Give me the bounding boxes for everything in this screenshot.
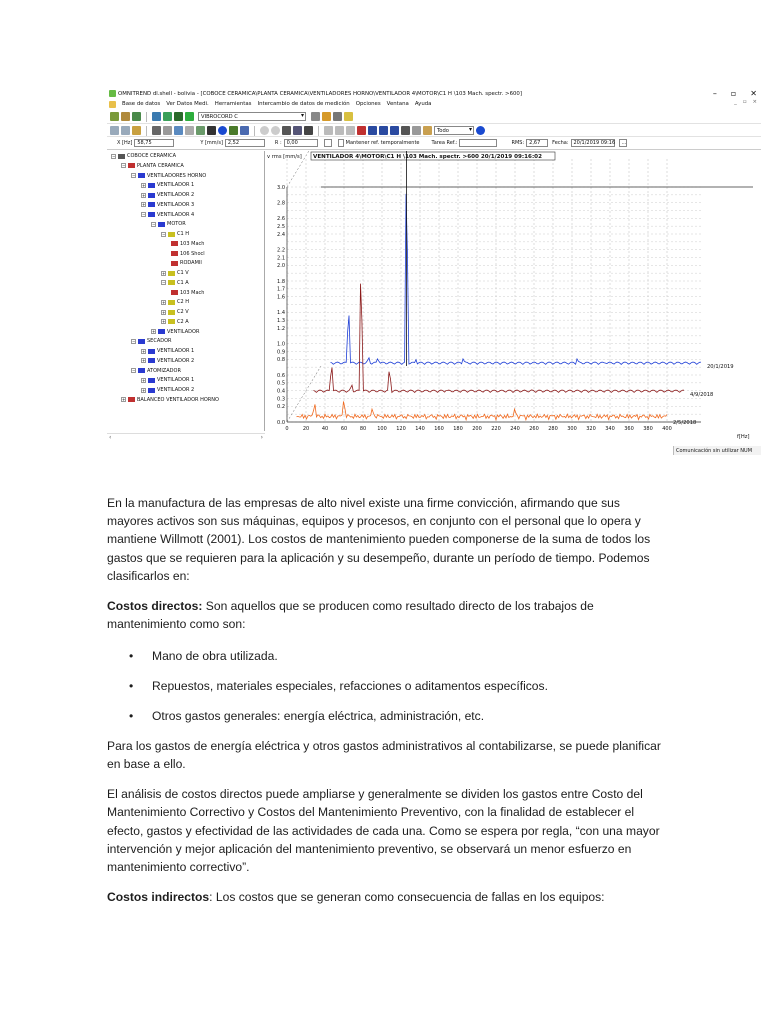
database-icon[interactable] — [121, 112, 130, 121]
node-icon — [138, 173, 145, 178]
series-label: 20/1/2019 — [707, 364, 734, 370]
tree-node-label: C1 V — [177, 270, 189, 276]
collapse-icon[interactable]: − — [112, 153, 116, 159]
tree-node[interactable] — [141, 192, 194, 198]
x-tick-label: 340 — [605, 426, 615, 432]
refresh-icon[interactable] — [132, 112, 141, 121]
tree-node-label: ATOMIZADOR — [147, 367, 181, 374]
x-tick-label: 220 — [491, 426, 501, 432]
y-tick-label: 2.5 — [277, 223, 285, 230]
menu-ver-datos[interactable]: Ver Datos Medi. — [166, 101, 209, 107]
collapse-icon[interactable]: − — [122, 163, 126, 169]
rms-value: 2,67 — [526, 139, 548, 147]
x-tick-label: 80 — [359, 426, 367, 432]
x-tick-label: 180 — [453, 426, 463, 432]
calculator-icon[interactable] — [311, 112, 320, 121]
expand-icon[interactable]: + — [142, 377, 146, 383]
spectrum-4-icon[interactable] — [390, 126, 399, 135]
series-label: 4/9/2018 — [690, 392, 714, 398]
mantener-label: Mantener ref. temporalmente — [345, 140, 420, 146]
device-green-icon[interactable] — [185, 112, 194, 121]
tree-node-label: SECADOR — [147, 338, 172, 345]
paragraph-3: Para los gastos de energía eléctrica y otros gastos administrativos al contabilizarse, se puede planificar en base a ello. — [107, 738, 661, 772]
collapse-icon[interactable]: − — [162, 280, 166, 286]
menu-ventana[interactable]: Ventana — [386, 101, 409, 107]
tree-icon[interactable] — [110, 112, 119, 121]
arrows-icon[interactable] — [132, 126, 141, 135]
grid-2-icon[interactable] — [163, 126, 172, 135]
cursor-info-bar — [107, 137, 761, 150]
tree-node[interactable] — [151, 221, 186, 227]
device-icon[interactable] — [174, 112, 183, 121]
bars-icon[interactable] — [229, 126, 238, 135]
fecha-label: Fecha: — [552, 140, 569, 146]
expand-icon[interactable]: + — [162, 319, 166, 325]
toolbar-analysis — [107, 125, 761, 137]
tree-node[interactable] — [141, 202, 194, 208]
tree-node-label: C2 H — [177, 299, 190, 306]
chart-title: VENTILADOR 4\MOTOR\C1 H \103 Mach. spectr. >600 20/1/2019 09:16:02 — [313, 154, 542, 160]
y-tick-label: 1.6 — [277, 294, 285, 301]
menu-intercambio[interactable]: Intercambio de datos de medición — [257, 101, 350, 107]
tree-node-label: VENTILADOR 2 — [157, 387, 195, 393]
paragraph-2 — [107, 597, 667, 633]
costos-indirectos-heading: Costos indirectos — [107, 890, 210, 905]
spectrum-svg[interactable] — [265, 151, 761, 443]
node-icon — [158, 222, 165, 227]
transfer-2-icon[interactable] — [163, 112, 172, 121]
window-titlebar — [107, 88, 761, 99]
dots-icon[interactable] — [207, 126, 216, 135]
paragraph-5-text: : Los costos que se generan como consecuencia de fallas en los equipos: — [209, 890, 605, 905]
tree-node-label: VENTILADOR 1 — [157, 182, 195, 189]
r-value: 0,00 — [284, 139, 318, 147]
fecha-value: 20/1/2019 09:16 — [571, 139, 615, 147]
expand-icon[interactable]: + — [142, 202, 146, 208]
y-tick-label: 2.1 — [277, 255, 285, 262]
y-tick-label: 0.0 — [277, 419, 285, 426]
paragraph-5 — [107, 888, 667, 906]
embedded-screenshot — [107, 88, 761, 456]
x-tick-label: 300 — [567, 426, 577, 432]
expand-icon[interactable]: + — [152, 329, 156, 334]
tree-node-label: 106 Shocl — [180, 250, 205, 257]
series-label: 2/5/2018 — [673, 420, 697, 426]
folder-icon — [109, 101, 116, 108]
mdi-restore-icon[interactable]: ▫ — [742, 99, 747, 105]
x-tick-label: 280 — [548, 426, 558, 432]
y-tick-label: 1.7 — [277, 286, 285, 293]
chart-2-icon[interactable] — [185, 126, 194, 135]
node-icon — [168, 232, 175, 237]
cursor-icon[interactable] — [110, 126, 119, 135]
tree-node[interactable] — [111, 153, 176, 159]
node-icon — [148, 378, 155, 383]
info-2-icon[interactable] — [476, 126, 485, 135]
waterfall-icon[interactable] — [196, 126, 205, 135]
transfer-icon[interactable] — [152, 112, 161, 121]
node-icon — [168, 310, 175, 315]
expand-icon[interactable]: + — [162, 270, 166, 276]
tree-node-label: C1 H — [177, 231, 190, 237]
tree-node[interactable] — [141, 387, 194, 393]
node-icon — [148, 358, 155, 363]
export-icon[interactable] — [412, 126, 421, 135]
tree-node[interactable] — [171, 260, 202, 266]
tree-node-label: C2 A — [177, 318, 189, 325]
y-tick-label: 0.9 — [277, 349, 285, 356]
node-icon — [148, 349, 155, 354]
x-tick-label: 160 — [434, 426, 444, 432]
expand-icon[interactable]: + — [142, 358, 146, 364]
ref-icon[interactable] — [324, 139, 332, 147]
expand-icon[interactable]: + — [142, 387, 146, 393]
machine-tree — [107, 151, 265, 431]
x-tick-label: 200 — [472, 426, 482, 432]
tree-node[interactable] — [121, 163, 184, 169]
machine-select[interactable]: VIBROCORD C ▾ — [198, 112, 306, 121]
node-icon — [168, 271, 175, 276]
collapse-icon[interactable]: − — [132, 338, 136, 344]
settings-icon[interactable] — [423, 126, 432, 135]
save-icon[interactable] — [304, 126, 313, 135]
spectrum-3-icon[interactable] — [379, 126, 388, 135]
node-icon — [168, 280, 175, 285]
y-tick-label: 0.8 — [277, 357, 285, 364]
expand-icon[interactable]: + — [122, 397, 126, 403]
mdi-minimize-icon[interactable]: _ — [734, 99, 737, 105]
tree-node-label: COBOCE CERAMICA — [127, 153, 176, 159]
node-icon — [171, 290, 178, 295]
tree-node[interactable] — [161, 309, 189, 315]
tree-node[interactable] — [161, 280, 189, 286]
x-tick-label: 0 — [285, 426, 289, 432]
expand-icon[interactable]: + — [142, 182, 146, 188]
app-icon — [109, 90, 116, 97]
node-icon — [148, 212, 155, 217]
toolbar-main — [107, 110, 761, 124]
range-select[interactable]: Todo ▾ — [434, 126, 474, 135]
collapse-icon[interactable]: − — [162, 231, 166, 237]
x-tick-label: 360 — [624, 426, 634, 432]
node-icon — [148, 193, 155, 198]
tree-node-label: VENTILADOR 2 — [157, 192, 195, 198]
node-icon — [148, 388, 155, 393]
spectrum-5-icon[interactable] — [401, 126, 410, 135]
trend-3-icon[interactable] — [346, 126, 355, 135]
x-tick-label: 140 — [415, 426, 425, 432]
bars-2-icon[interactable] — [240, 126, 249, 135]
list-item: • Otros gastos generales: energía eléctrica, administración, etc. — [107, 707, 667, 725]
tree-node-label: C1 A — [177, 279, 189, 286]
tree-node-label: VENTILADOR 1 — [157, 348, 195, 354]
x-tick-label: 380 — [643, 426, 653, 432]
y-tick-label: 0.5 — [277, 380, 285, 387]
y-tick-label: 1.3 — [277, 317, 285, 324]
info-icon[interactable] — [218, 126, 227, 135]
collapse-icon[interactable]: − — [152, 221, 156, 227]
wrench-icon[interactable] — [322, 112, 331, 121]
node-icon — [128, 163, 135, 168]
cursor-2-icon[interactable] — [121, 126, 130, 135]
costos-directos-heading: Costos directos: — [107, 599, 203, 614]
chart-icon[interactable] — [174, 126, 183, 135]
tree-node[interactable] — [141, 182, 194, 188]
tree-node-label: VENTILADOR 1 — [157, 377, 195, 384]
paragraph-2-text: Son aquellos que se producen como resultado directo de los trabajos de mantenimiento como son: — [107, 599, 594, 632]
paragraph-4: El análisis de costos directos puede ampliarse y generalmente se dividen los gastos entre Costo del Mantenimiento Correctivo y Costos del Mantenimiento Preventivo, con la finalidad de establecer el efecto, gastos y efectividad de las actividades de cada una. Como se espera por regla, “con una mayor intervención y mejor aplicación del mantenimiento preventivo, se observará un menor esfuerzo en mantenimiento correctivo”. — [107, 787, 660, 875]
y-tick-label: 3.0 — [277, 184, 285, 191]
help-icon[interactable] — [344, 112, 353, 121]
x-tick-label: 400 — [662, 426, 672, 432]
tree-node-label: VENTILADOR 2 — [157, 357, 195, 364]
tarea-label: Tarea Ref.: — [431, 140, 458, 146]
tree-node[interactable] — [131, 338, 172, 344]
table-2-icon[interactable] — [293, 126, 302, 135]
tree-node[interactable] — [131, 173, 206, 179]
tree-hscroll[interactable] — [107, 433, 265, 441]
spectrum-icon[interactable] — [357, 126, 366, 135]
tree-node-label: RODAMII — [180, 260, 202, 267]
x-value: 58,75 — [134, 139, 174, 147]
date-picker-button[interactable]: ... — [619, 139, 627, 147]
node-icon — [171, 251, 178, 256]
y-tick-label: 2.2 — [277, 247, 285, 254]
menu-opciones[interactable]: Opciones — [355, 101, 381, 107]
menu-herramientas[interactable]: Herramientas — [214, 101, 252, 107]
scroll-left-icon[interactable]: ‹ — [109, 434, 112, 441]
node-icon — [171, 241, 178, 246]
tree-node[interactable] — [141, 348, 194, 354]
y-tick-label: 0.2 — [277, 404, 285, 411]
mantener-checkbox[interactable] — [338, 139, 344, 147]
tree-node-label: 103 Mach — [180, 240, 205, 247]
tree-node-label: BALANCEO VENTILADOR HORNO — [137, 396, 219, 403]
y-tick-label: 2.6 — [277, 216, 285, 223]
expand-icon[interactable]: + — [142, 348, 146, 354]
spectrum-plot[interactable] — [265, 151, 761, 443]
node-icon — [148, 183, 155, 188]
zoom-in-icon[interactable] — [260, 126, 269, 135]
y-tick-label: 0.6 — [277, 372, 285, 379]
y-tick-label: 0.3 — [277, 396, 285, 403]
zoom-out-icon[interactable] — [271, 126, 280, 135]
tree-node-label: PLANTA CERAMICA — [137, 162, 184, 169]
collapse-icon[interactable]: − — [142, 212, 146, 217]
node-icon — [138, 339, 145, 344]
trend-icon[interactable] — [324, 126, 333, 135]
y-tick-label: 0.4 — [277, 388, 285, 395]
tree-node[interactable] — [131, 368, 181, 374]
tree-node[interactable] — [171, 241, 204, 247]
tree-node-label: VENTILADOR 4 — [157, 211, 195, 218]
x-tick-label: 40 — [321, 426, 329, 432]
tree-node[interactable] — [151, 329, 199, 335]
y-tick-label: 2.8 — [277, 200, 285, 207]
tree-node[interactable] — [171, 251, 205, 257]
rms-label: RMS: — [511, 140, 525, 146]
grid-icon[interactable] — [152, 126, 161, 135]
y-axis-label: v rms [mm/s] — [267, 154, 302, 160]
tree-node[interactable] — [141, 358, 194, 364]
y-value: 2,52 — [225, 139, 265, 147]
collapse-icon[interactable]: − — [132, 173, 136, 178]
document-body — [107, 494, 667, 918]
expand-icon[interactable]: + — [162, 299, 166, 305]
expand-icon[interactable]: + — [162, 309, 166, 315]
x-label: X [Hz] — [117, 140, 133, 146]
tree-node-label: C2 V — [177, 309, 189, 315]
node-icon — [168, 319, 175, 324]
status-bar: Comunicación sin utilizar NUM — [673, 446, 761, 455]
print-icon[interactable] — [333, 112, 342, 121]
y-tick-label: 2.4 — [277, 231, 285, 238]
paragraph-1: En la manufactura de las empresas de alto nivel existe una firme convicción, afirmando que sus mayores activos son sus máquinas, equipos y procesos, en conjunto con el personal que lo opera y mantiene Willmott (2001). Los costos de mantenimiento pueden componerse de la suma de todos los gastos que se requieren para la aplicación y su desempeño, durante un período de tiempo. Podemos clasificarlos en: — [107, 496, 651, 583]
tarea-value — [459, 139, 497, 147]
x-tick-label: 320 — [586, 426, 596, 432]
list-item: • Repuestos, materiales especiales, refacciones o aditamentos específicos. — [107, 677, 667, 695]
node-icon — [148, 202, 155, 207]
x-tick-label: 20 — [302, 426, 310, 432]
node-icon — [118, 154, 125, 159]
minimize-icon[interactable]: – — [712, 89, 717, 98]
menu-base-datos[interactable]: Base de datos — [122, 101, 161, 107]
mdi-close-icon[interactable]: × — [752, 99, 757, 105]
x-axis-label: f[Hz] — [737, 434, 750, 440]
close-icon[interactable]: ✕ — [750, 89, 757, 98]
node-icon — [171, 261, 178, 266]
tree-node-label: 103 Mach — [180, 289, 205, 296]
tree-node[interactable] — [161, 270, 189, 276]
x-tick-label: 120 — [396, 426, 406, 432]
node-icon — [168, 300, 175, 305]
y-tick-label: 1.4 — [277, 310, 285, 317]
tree-node[interactable] — [121, 397, 219, 403]
node-icon — [158, 329, 165, 334]
trend-2-icon[interactable] — [335, 126, 344, 135]
tree-node[interactable] — [141, 212, 194, 218]
collapse-icon[interactable]: − — [132, 368, 136, 373]
x-tick-label: 100 — [377, 426, 387, 432]
x-tick-label: 260 — [529, 426, 539, 432]
tree-node[interactable] — [171, 290, 204, 296]
table-icon[interactable] — [282, 126, 291, 135]
expand-icon[interactable]: + — [142, 192, 146, 198]
r-label: R : — [274, 140, 282, 146]
tree-node[interactable] — [161, 299, 189, 305]
y-tick-label: 1.8 — [277, 278, 285, 285]
list-item: • Mano de obra utilizada. — [107, 647, 667, 665]
maximize-icon[interactable]: ▫ — [730, 89, 737, 98]
x-tick-label: 60 — [340, 426, 348, 432]
window-title: OMNITREND dl.shell - bolivia - [COBOCE CERAMICA\PLANTA CERAMICA\VENTILADORES HORNO\VENTILADOR 4\MOTOR\C1 H \103 Mach. spectr. >600] — [118, 90, 522, 97]
y-label: Y [mm/s] — [200, 140, 223, 146]
node-icon — [138, 368, 145, 373]
bullet-list — [107, 647, 667, 725]
tree-node-label: VENTILADOR — [167, 328, 200, 335]
tree-node[interactable] — [161, 319, 189, 325]
tree-node-label: VENTILADOR 3 — [157, 201, 195, 208]
spectrum-2-icon[interactable] — [368, 126, 377, 135]
scroll-right-icon[interactable]: › — [260, 434, 263, 441]
y-tick-label: 1.2 — [277, 325, 285, 332]
tree-node[interactable] — [141, 377, 194, 383]
node-icon — [128, 397, 135, 402]
x-tick-label: 240 — [510, 426, 520, 432]
tree-node-label: MOTOR — [167, 221, 186, 228]
menu-ayuda[interactable]: Ayuda — [414, 101, 432, 107]
tree-node[interactable] — [161, 231, 189, 237]
tree-node-label: VENTILADORES HORNO — [147, 172, 207, 179]
y-tick-label: 1.0 — [277, 341, 285, 348]
menu-bar — [107, 99, 761, 109]
y-tick-label: 2.0 — [277, 263, 285, 270]
